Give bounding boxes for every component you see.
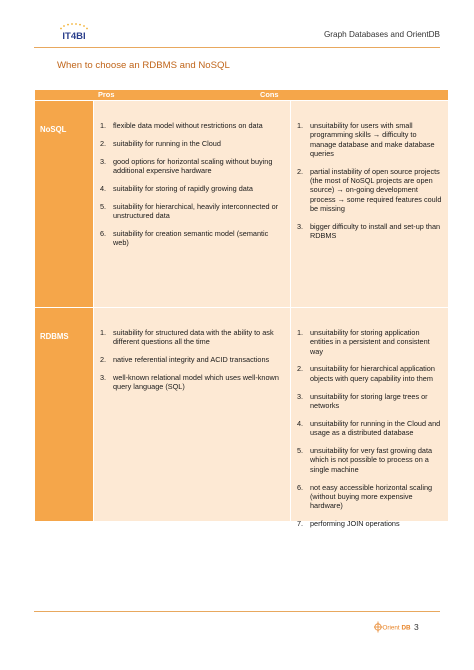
list-number: 4.: [297, 418, 304, 428]
list-item: [100, 157, 284, 176]
list-item: [100, 139, 284, 148]
list-text: suitability for running in the Cloud: [113, 138, 221, 148]
list-item: [297, 446, 442, 474]
list-number: 1.: [297, 328, 304, 337]
footer-divider: [34, 611, 440, 612]
list-number: 1.: [297, 121, 304, 130]
list-number: 2.: [100, 355, 107, 365]
page-number: 3: [414, 622, 419, 632]
svg-text:Orient: Orient: [382, 624, 400, 632]
header-title: Graph Databases and OrientDB: [323, 30, 440, 39]
rdbms-pros-list: [100, 328, 284, 392]
list-item: [297, 167, 442, 213]
list-text: partial instability of open source projects (the most of NoSQL projects are open source) → on-going development process → some required features could be missing: [310, 166, 442, 213]
list-item: [297, 121, 442, 158]
list-number: 5.: [100, 201, 107, 211]
list-item: [297, 364, 442, 383]
list-item: [297, 222, 442, 241]
list-number: 3.: [100, 156, 107, 166]
row-label-nosql: NoSQL: [35, 101, 93, 307]
list-text: unsuitability for users with small programming skills → difficulty to manage database and make database queries: [310, 121, 435, 158]
list-item: [297, 483, 442, 511]
rdbms-pros-cell: [94, 308, 290, 521]
list-number: 6.: [100, 229, 107, 239]
list-text: unsuitability for very fast growing data which is not possible to process on a single machine: [310, 446, 433, 474]
list-item: [100, 373, 284, 392]
list-text: unsuitability for hierarchical application objects with query capability into them: [310, 364, 435, 383]
list-text: well-known relational model which uses well-known query language (SQL): [113, 373, 279, 392]
list-text: unsuitability for running in the Cloud and usage as a distributed database: [310, 418, 441, 438]
list-number: 2.: [100, 138, 107, 148]
list-text: not easy accessible horizontal scaling (without buying more expensive hardware): [310, 482, 433, 511]
list-number: 3.: [297, 391, 304, 401]
list-text: unsuitability for storing large trees or networks: [310, 391, 428, 410]
table-row-rdbms: [35, 308, 448, 529]
list-text: good options for horizontal scaling without buying additional expensive hardware: [113, 156, 273, 176]
svg-text:DB: DB: [401, 624, 411, 632]
orientdb-logo: [374, 620, 412, 634]
list-number: 1.: [100, 121, 107, 130]
list-number: 2.: [297, 166, 304, 176]
list-number: 1.: [100, 328, 107, 337]
list-text: bigger difficulty to install and set-up than RDBMS: [310, 221, 441, 241]
list-text: flexible data model without restrictions on data: [113, 121, 263, 130]
rdbms-cons-list: [297, 328, 442, 528]
list-item: [297, 392, 442, 411]
list-item: [297, 328, 442, 356]
nosql-pros-cell: [94, 101, 290, 307]
list-text: native referential integrity and ACID transactions: [113, 355, 270, 365]
list-item: [100, 121, 284, 130]
list-number: 4.: [100, 183, 107, 193]
column-header-cons: Cons: [260, 90, 279, 99]
nosql-cons-cell: [291, 101, 448, 307]
list-text: suitability for creation semantic model (semantic web): [113, 229, 269, 248]
list-number: 2.: [297, 364, 304, 374]
rdbms-cons-cell: [291, 308, 448, 529]
list-number: 3.: [100, 373, 107, 383]
list-number: 6.: [297, 482, 304, 492]
comparison-table: [35, 90, 448, 529]
list-item: [100, 355, 284, 364]
row-label-rdbms: RDBMS: [35, 308, 93, 521]
column-header-pros: Pros: [98, 90, 115, 99]
list-item: [100, 184, 284, 193]
list-text: unsuitability for storing application entities in a persistent and consistent way: [310, 328, 430, 356]
list-number: 3.: [297, 221, 304, 231]
list-item: [100, 202, 284, 221]
table-row-nosql: [35, 101, 448, 307]
table-header-row: [35, 90, 448, 100]
header-divider: [34, 47, 440, 48]
nosql-pros-list: [100, 121, 284, 248]
list-item: [297, 419, 442, 438]
list-text: suitability for hierarchical, heavily interconnected or unstructured data: [113, 201, 279, 221]
list-text: suitability for storing of rapidly growing data: [113, 183, 253, 193]
list-item: [297, 519, 442, 528]
list-number: 7.: [297, 519, 304, 529]
nosql-cons-list: [297, 121, 442, 240]
section-title: When to choose an RDBMS and NoSQL: [57, 60, 230, 71]
list-text: suitability for structured data with the ability to ask different questions all the time: [113, 328, 274, 347]
it4bi-logo: [54, 22, 98, 44]
list-text: performing JOIN operations: [310, 519, 400, 529]
list-item: [100, 229, 284, 248]
svg-text:IT4BI: IT4BI: [62, 31, 86, 42]
list-item: [100, 328, 284, 347]
list-number: 5.: [297, 446, 304, 456]
